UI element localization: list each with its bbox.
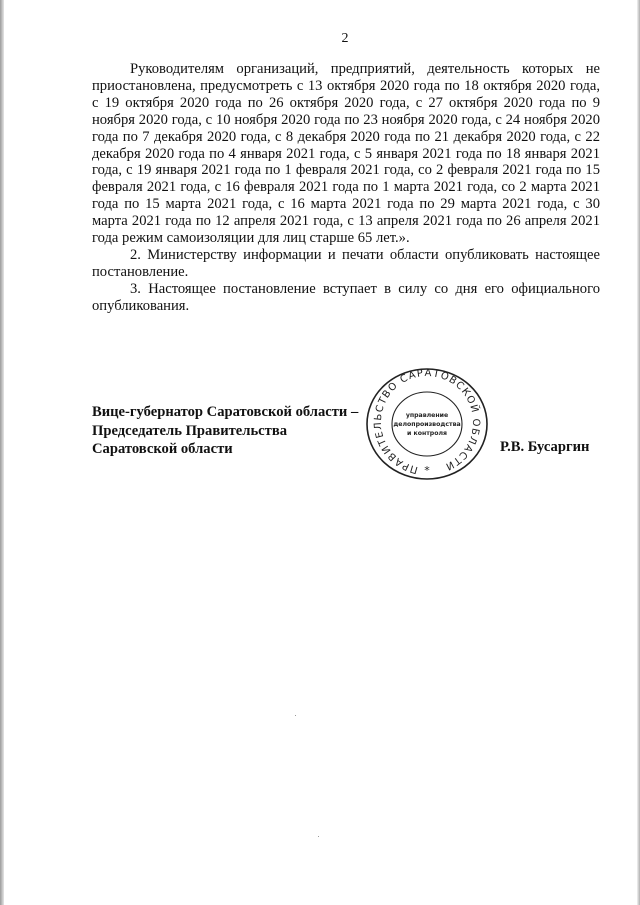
signatory-title-line: Председатель Правительства: [92, 422, 288, 439]
scan-edge-left: [0, 0, 4, 905]
svg-text:*: *: [424, 464, 430, 477]
signatory-title-line: Вице-губернатор Саратовской области –: [92, 404, 359, 420]
scan-speck: [318, 836, 319, 837]
scan-speck: [295, 715, 296, 716]
svg-text:управление: управление: [405, 412, 449, 419]
official-seal-stamp: [364, 365, 490, 483]
document-body: [92, 61, 600, 315]
page-number: 2: [341, 31, 349, 46]
paragraph-ministry-publication: 2. Министерству информации и печати области опубликовать настоящее постановление.: [92, 246, 600, 280]
signatory-title-line: Саратовской области: [92, 441, 233, 457]
svg-text:и контроля: и контроля: [407, 430, 447, 437]
signatory-name: Р.В. Бусаргин: [500, 439, 590, 455]
signatory-title: [92, 403, 358, 459]
paragraph-entry-into-force: 3. Настоящее постановление вступает в силу со дня его официального опубликования.: [92, 280, 600, 314]
paragraph-self-isolation: Руководителям организаций, предприятий, деятельность которых не приостановлена, предусмотреть с 13 октября 2020 года по 18 октября 2020 года, с 19 октября 2020 года по 26 октября 2020 года, с 27 октября 2020 года по 9 ноября 2020 года, с 10 ноября 2020 года по 23 ноября 2020 года, с 24 ноября 2020 года по 7 декабря 2020 года, с 8 декабря 2020 года по 21 декабря 2020 года, с 22 декабря 2020 года по 4 января 2021 года, с 5 января 2021 года по 18 января 2021 года, с 19 января 2021 года по 1 февраля 2021 года, со 2 февраля 2021 года по 15 февраля 2021 года, с 16 февраля 2021 года по 1 марта 2021 года, со 2 марта 2021 года по 15 марта 2021 года, с 16 марта 2021 года по 29 марта 2021 года, с 30 марта 2021 года по 12 апреля 2021 года, с 13 апреля 2021 года по 26 апреля 2021 года режим самоизоляции для лиц старше 65 лет.».: [92, 61, 600, 247]
svg-text:ПРАВИТЕЛЬСТВО САРАТОВСКОЙ ОБЛА: ПРАВИТЕЛЬСТВО САРАТОВСКОЙ ОБЛАСТИ: [372, 367, 482, 476]
svg-text:делопроизводства: делопроизводства: [393, 421, 461, 428]
